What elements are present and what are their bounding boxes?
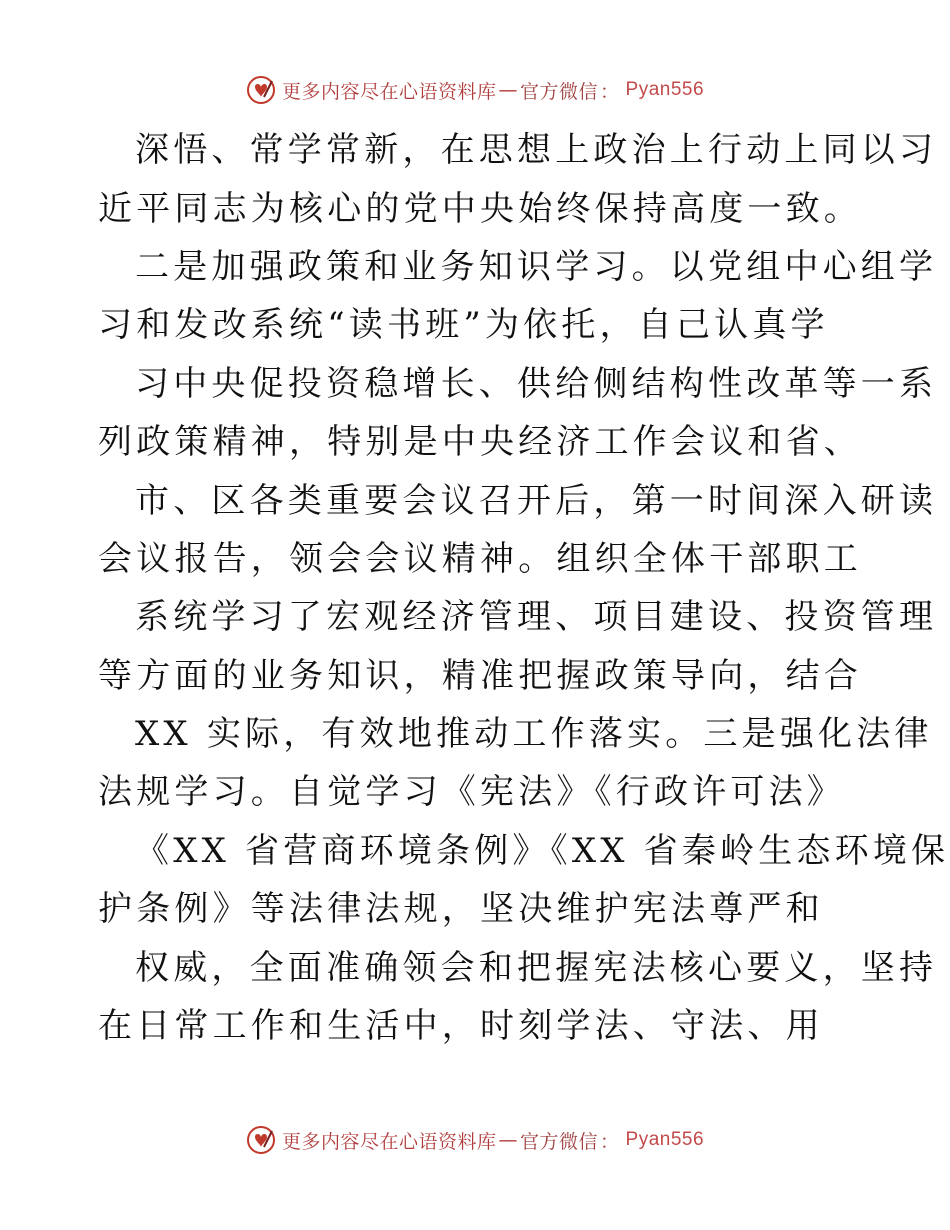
body-line: 护条例》等法律法规，坚决维护宪法尊严和 [98,889,824,929]
body-line: 习中央促投资稳增长、供给侧结构性改革等一系 [135,364,938,404]
watermark-label: 官方微信 [519,1130,598,1153]
body-line: 权威，全面准确领会和把握宪法核心要义，坚持 [135,948,938,988]
watermark-dash: — [498,79,518,101]
body-line: 等方面的业务知识，精准把握政策导向，结合 [98,656,862,696]
body-line: 习和发改系统“读书班”为依托，自己认真学 [98,305,829,345]
body-line: XX 实际，有效地推动工作落实。三是强化法律 [135,714,933,754]
body-line: 系统学习了宏观经济管理、项目建设、投资管理 [135,597,938,637]
watermark-dash: — [498,1129,518,1151]
watermark-text: 更多内容尽在心语资料库 [281,80,497,103]
logo-icon [246,75,276,105]
watermark-label: 官方微信 [519,80,598,103]
body-line: 深悟、常学常新，在思想上政治上行动上同以习 [135,130,938,170]
body-line: 近平同志为核心的党中央始终保持高度一致。 [98,189,862,229]
watermark-id: Pyan556 [625,79,705,100]
body-line: 法规学习。自觉学习《宪法》《行政许可法》 [98,772,845,812]
watermark-text: 更多内容尽在心语资料库 [281,1130,497,1153]
logo-icon [246,1125,276,1155]
body-line: 列政策精神，特别是中央经济工作会议和省、 [98,422,862,462]
body-line: 会议报告，领会会议精神。组织全体干部职工 [98,539,862,579]
header-watermark [0,70,950,110]
footer-watermark [0,1120,950,1160]
watermark-id: Pyan556 [625,1129,705,1150]
watermark-colon: ： [600,80,620,103]
body-line: 二是加强政策和业务知识学习。以党组中心组学 [135,247,938,287]
watermark-colon: ： [600,1130,620,1153]
body-line: 《XX 省营商环境条例》《XX 省秦岭生态环境保 [135,831,950,871]
body-line: 市、区各类重要会议召开后，第一时间深入研读 [135,481,938,521]
body-line: 在日常工作和生活中，时刻学法、守法、用 [98,1006,824,1046]
